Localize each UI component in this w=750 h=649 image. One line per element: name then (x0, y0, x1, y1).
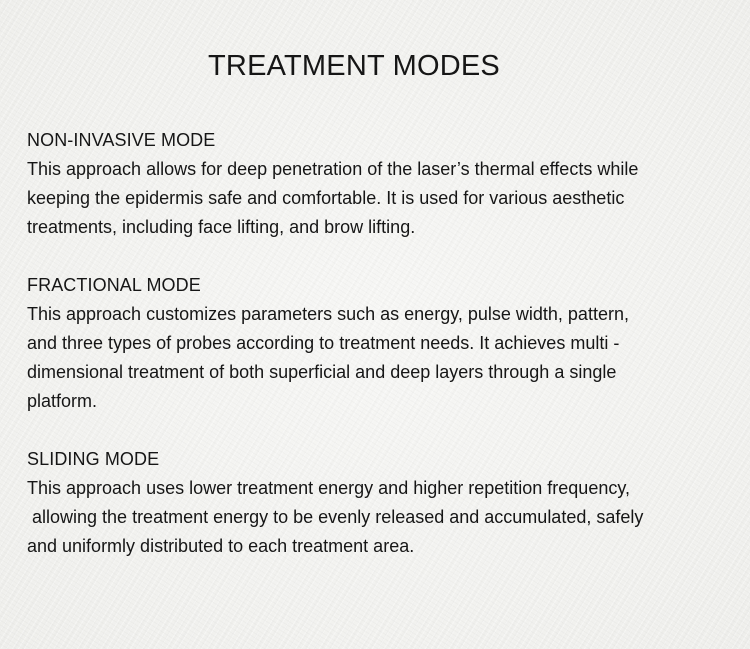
paragraph-line: This approach allows for deep penetration of the laser’s thermal effects while (27, 159, 639, 179)
paragraph-line: This approach uses lower treatment energy and higher repetition frequency, (27, 478, 631, 498)
section-non-invasive-mode (27, 126, 727, 242)
section-fractional-mode (27, 271, 727, 416)
paragraph-line: treatments, including face lifting, and brow lifting. (27, 217, 416, 237)
paragraph-line: allowing the treatment energy to be evenly released and accumulated, safely (27, 507, 644, 527)
section-heading: FRACTIONAL MODE (27, 275, 201, 295)
paragraph-line: and three types of probes according to treatment needs. It achieves multi - (27, 333, 620, 353)
section-heading: SLIDING MODE (27, 449, 160, 469)
section-heading: NON-INVASIVE MODE (27, 130, 216, 150)
paragraph-line: platform. (27, 391, 98, 411)
paragraph-line: keeping the epidermis safe and comfortable. It is used for various aesthetic (27, 188, 625, 208)
paragraph-line: and uniformly distributed to each treatment area. (27, 536, 415, 556)
section-sliding-mode (27, 445, 727, 561)
paragraph-line: dimensional treatment of both superficial and deep layers through a single (27, 362, 617, 382)
paragraph-line: This approach customizes parameters such as energy, pulse width, pattern, (27, 304, 629, 324)
page-title: TREATMENT MODES (208, 50, 500, 82)
